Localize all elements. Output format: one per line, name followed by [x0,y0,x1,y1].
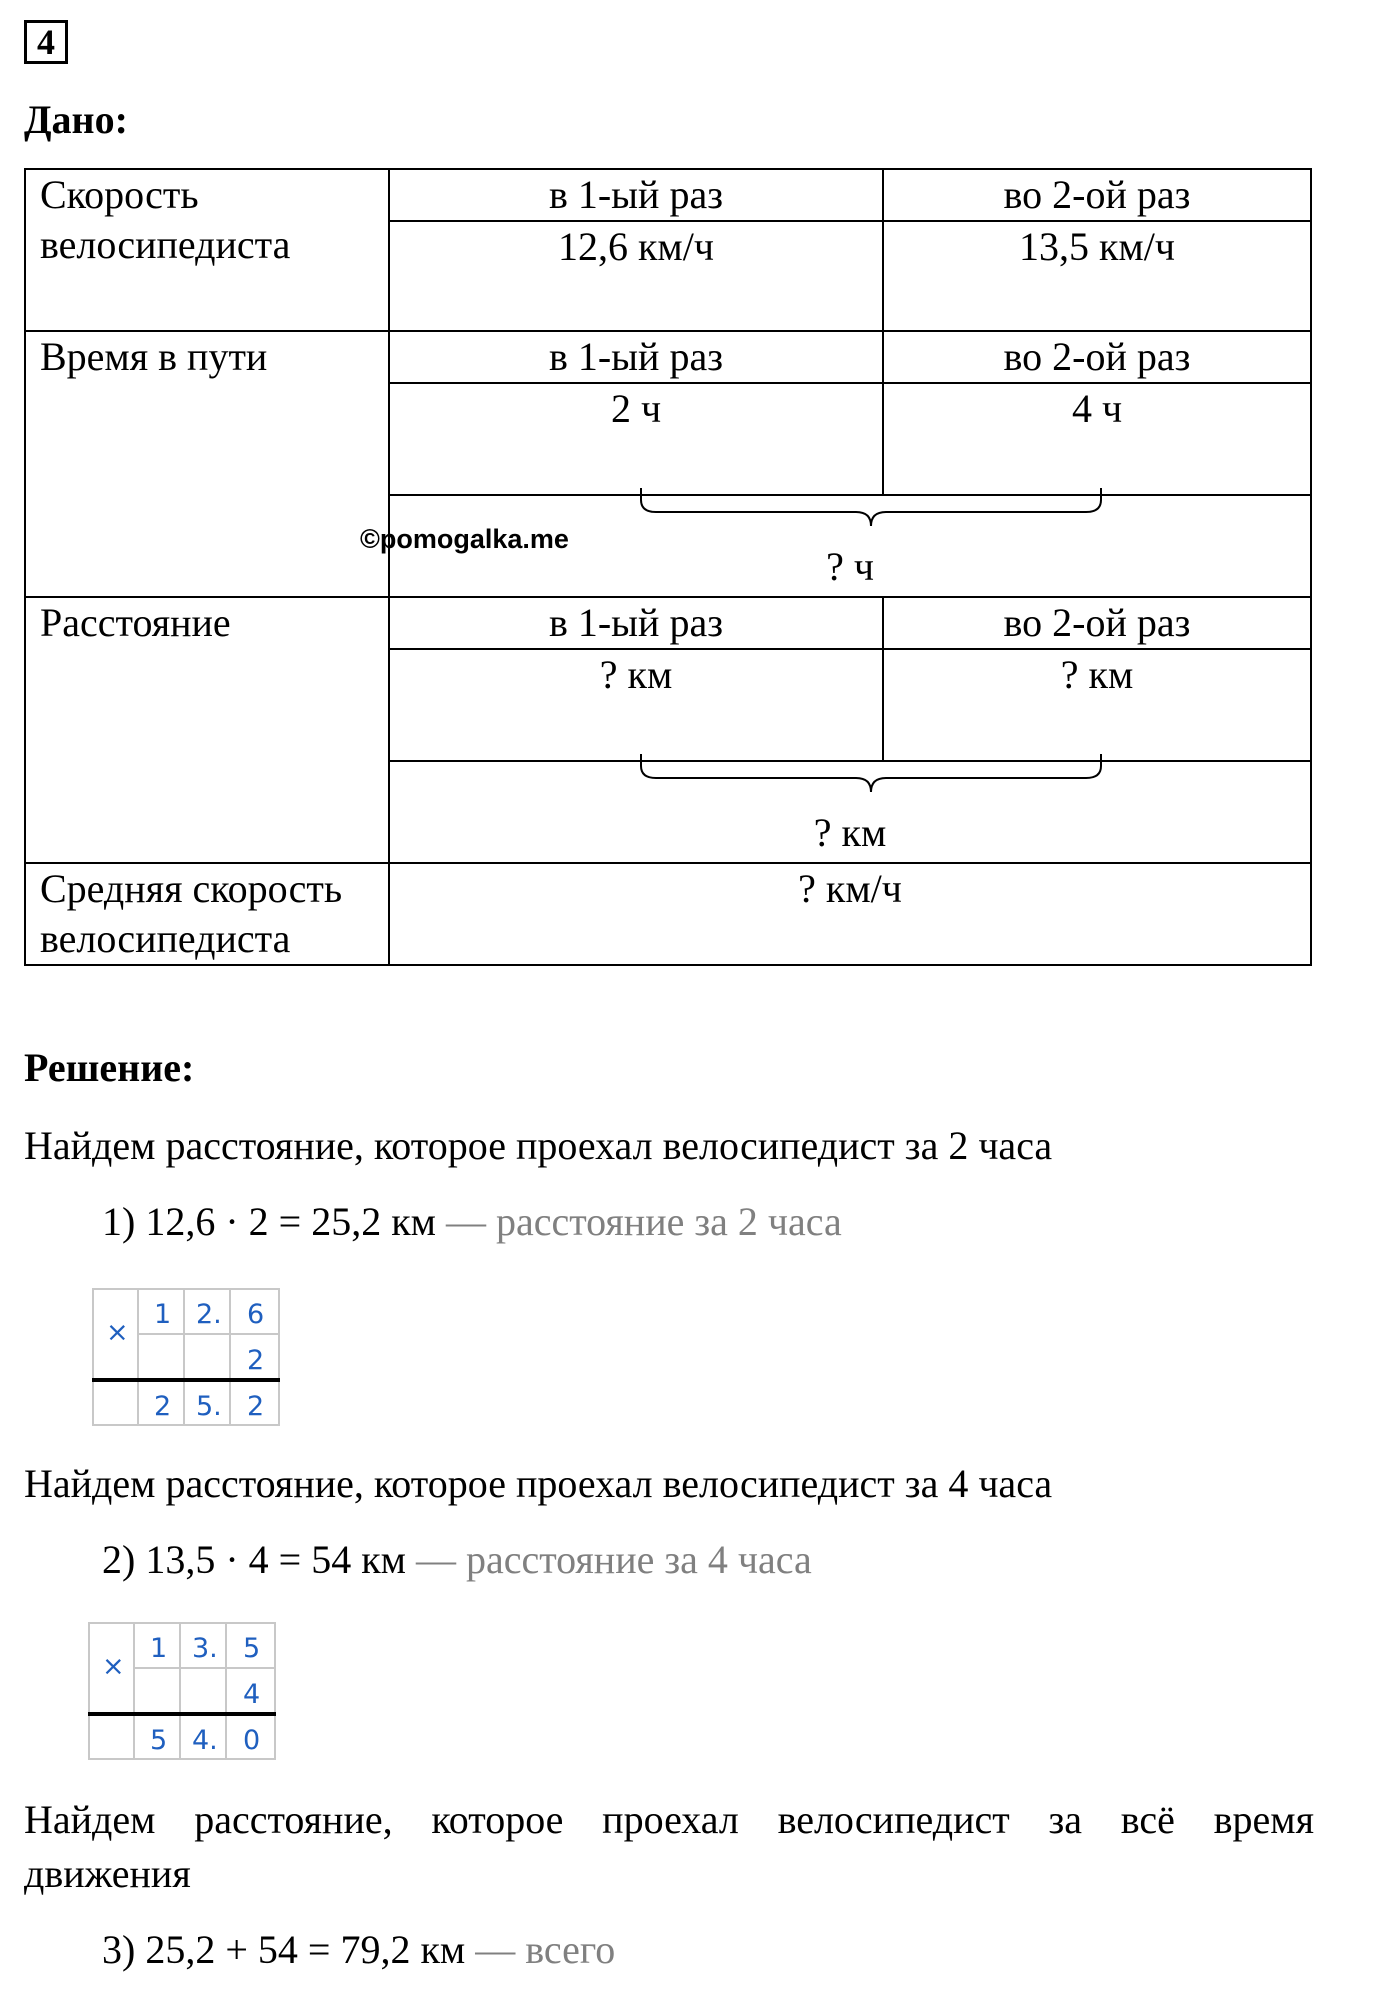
column-digit: 5. [196,1391,222,1422]
column-digit: 2 [247,1345,265,1376]
step1-intro: Найдем расстояние, которое проехал велосипедист за 2 часа [24,1123,1053,1168]
time-col2-value: 4 ч [1071,386,1123,431]
solution-heading: Решение: [24,1045,195,1090]
speed-col1-value: 12,6 км/ч [558,224,714,269]
column-digit: 2 [154,1391,172,1422]
speed-col2-header: во 2-ой раз [1003,172,1191,217]
step1-column-multiplication [92,1288,284,1431]
avg-speed-label-line2: велосипедиста [40,916,291,961]
table-border-left [24,168,26,966]
watermark: ©pomogalka.me [360,524,569,554]
column-digit: 4 [243,1679,261,1710]
time-label: Время в пути [40,334,268,379]
distance-col2-value: ? км [1060,652,1134,697]
step1-note: — расстояние за 2 часа [445,1199,842,1244]
distance-total: ? км [813,810,887,855]
step3-intro-line2: движения [24,1851,191,1896]
given-heading: Дано: [24,97,128,142]
table-border-bottom [24,964,1312,966]
task-number-box: 4 [24,20,68,64]
speed-label-line1: Скорость [40,172,199,217]
step2-line [102,1532,812,1588]
multiply-sign: × [102,1651,125,1682]
time-total: ? ч [826,544,874,589]
distance-col1-header: в 1-ый раз [548,600,724,645]
step1-expression: 1) 12,6 · 2 = 25,2 км [102,1199,436,1244]
table-border-right [1310,168,1312,966]
column-digit: 3. [192,1633,218,1664]
distance-col2-header: во 2-ой раз [1003,600,1191,645]
time-col1-header: в 1-ый раз [548,334,724,379]
avg-speed-label-line1: Средняя скорость [40,866,343,911]
column-digit: 0 [243,1725,261,1756]
step3-line [102,1922,615,1978]
step2-expression: 2) 13,5 · 4 = 54 км [102,1537,406,1582]
column-digit: 2 [247,1391,265,1422]
multiply-sign: × [106,1317,129,1348]
step3-expression: 3) 25,2 + 54 = 79,2 км [102,1927,466,1972]
distance-col1-value: ? км [599,652,673,697]
time-col1-value: 2 ч [610,386,662,431]
column-digit: 4. [192,1725,218,1756]
step1-line [102,1194,842,1250]
column-digit: 6 [247,1299,265,1330]
step2-column-multiplication [88,1622,280,1765]
column-digit: 5 [150,1725,168,1756]
column-digit: 2. [196,1299,222,1330]
given-table [24,168,1312,966]
step2-intro: Найдем расстояние, которое проехал велосипедист за 4 часа [24,1461,1053,1506]
time-col2-header: во 2-ой раз [1003,334,1191,379]
distance-label: Расстояние [40,600,231,645]
column-digit: 1 [150,1633,168,1664]
speed-col2-value: 13,5 км/ч [1019,224,1175,269]
avg-speed-value: ? км/ч [798,866,902,911]
speed-col1-header: в 1-ый раз [548,172,724,217]
column-digit: 1 [154,1299,172,1330]
step2-note: — расстояние за 4 часа [415,1537,812,1582]
step3-intro-line1: Найдем расстояние, которое проехал велосипедист за всё время [24,1797,1314,1842]
step3-note: — всего [475,1927,616,1972]
speed-label-line2: велосипедиста [40,222,291,267]
column-digit: 5 [243,1633,261,1664]
